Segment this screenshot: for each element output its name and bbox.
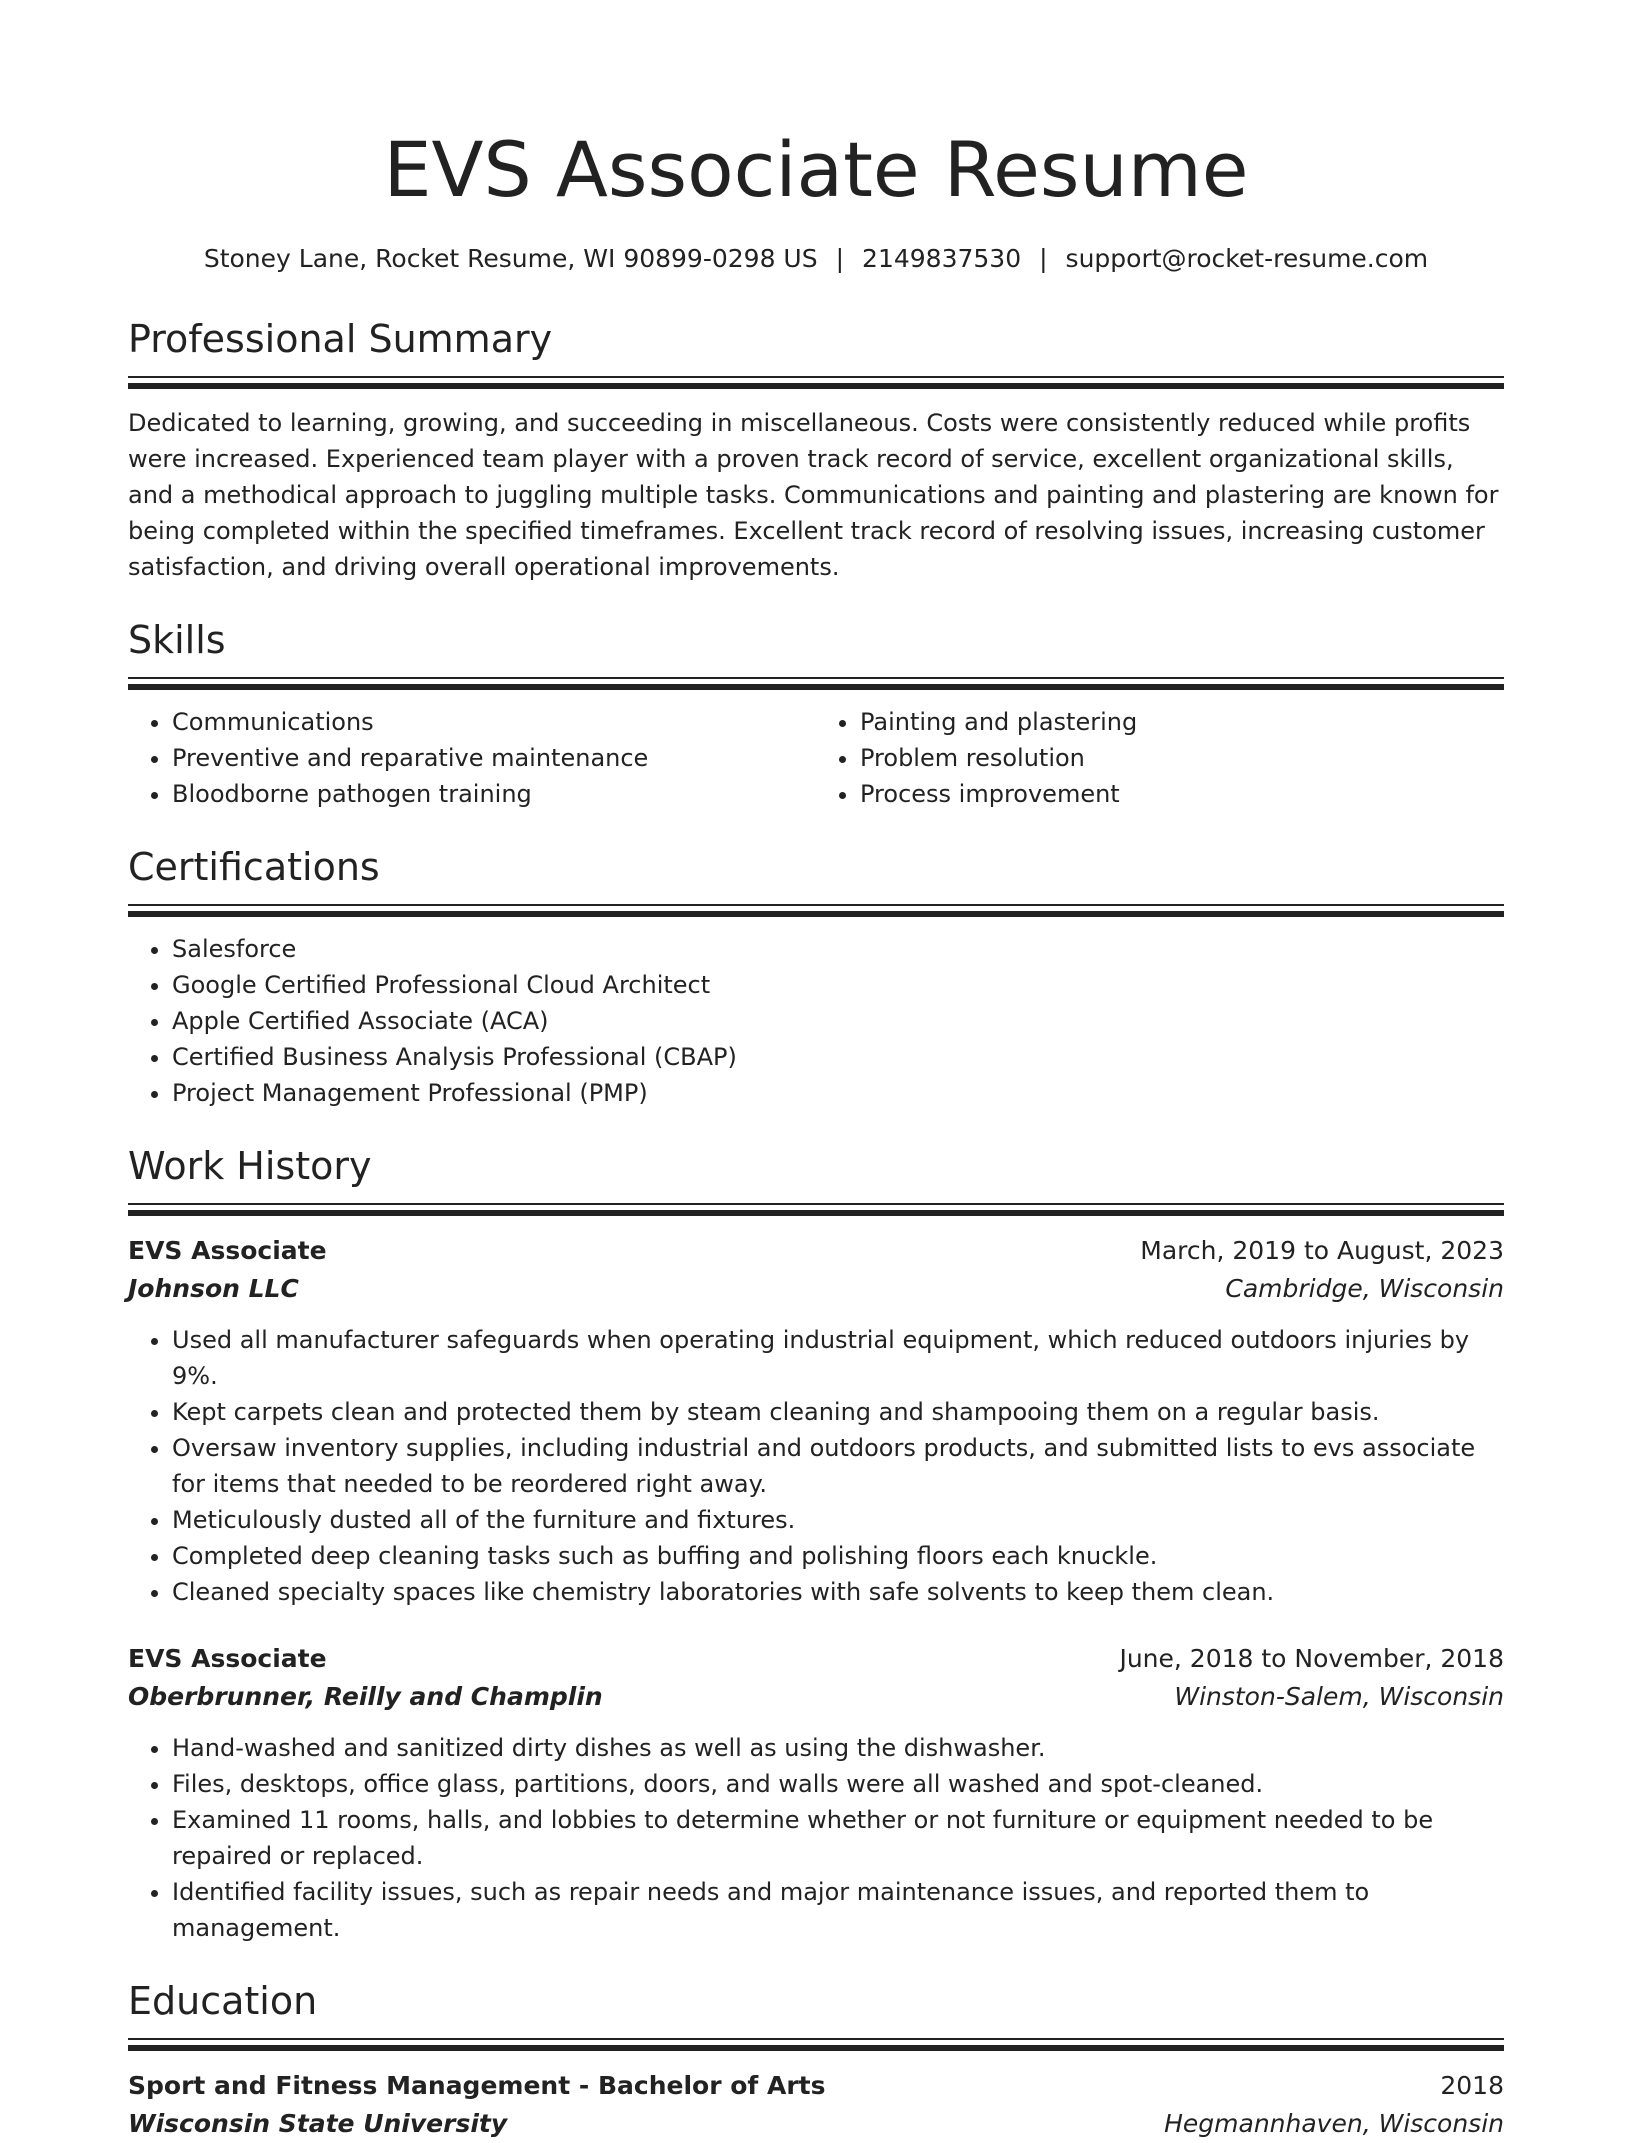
job-duties (128, 1730, 1504, 1946)
job-duty: • Hand-washed and sanitized dirty dishes as well as using the dishwasher. (172, 1730, 1504, 1766)
contact-address: Stoney Lane, Rocket Resume, WI 90899-0298 US (203, 244, 818, 273)
job-location: Cambridge, Wisconsin (1225, 1274, 1504, 1303)
job-entry (128, 1640, 1504, 1946)
job-duty: • Cleaned specialty spaces like chemistry laboratories with safe solvents to keep them clean. (172, 1574, 1504, 1610)
job-title: EVS Associate (128, 1236, 327, 1265)
section-title-skills: Skills (128, 618, 226, 662)
job-duty: • Kept carpets clean and protected them by steam cleaning and shampooing them on a regular basis. (172, 1394, 1504, 1430)
job-duty: • Used all manufacturer safeguards when operating industrial equipment, which reduced outdoors injuries by 9%. (172, 1322, 1504, 1394)
skill-item: • Communications (172, 704, 816, 740)
skill-item: • Painting and plastering (860, 704, 1504, 740)
contact-separator: | (835, 244, 845, 273)
certifications-list (128, 931, 1504, 1111)
job-duty: • Meticulously dusted all of the furniture and fixtures. (172, 1502, 1504, 1538)
skill-item: • Problem resolution (860, 740, 1504, 776)
job-duty: • Completed deep cleaning tasks such as buffing and polishing floors each knuckle. (172, 1538, 1504, 1574)
section-title-certifications: Certifications (128, 845, 380, 889)
job-entry (128, 1232, 1504, 1610)
education-entry (128, 2067, 1504, 2143)
contact-separator: | (1039, 244, 1048, 273)
skills-list-left (128, 704, 816, 812)
education-header (128, 2067, 1504, 2105)
certification-item: • Salesforce (172, 931, 1504, 967)
contact-email: support@rocket-resume.com (1065, 244, 1429, 273)
job-duty: • Oversaw inventory supplies, including industrial and outdoors products, and submitted lists to evs associate for items that needed to be reordered right away. (172, 1430, 1504, 1502)
section-title-work-history: Work History (128, 1144, 372, 1188)
education-location: Hegmannhaven, Wisconsin (1164, 2109, 1504, 2138)
section-divider (128, 376, 1504, 389)
job-title: EVS Associate (128, 1644, 327, 1673)
work-history-section (128, 1141, 1504, 1946)
section-title-summary: Professional Summary (128, 317, 553, 361)
contact-phone: 2149837530 (862, 244, 1022, 273)
job-duties (128, 1322, 1504, 1610)
contact-line (128, 242, 1504, 276)
skill-item: • Preventive and reparative maintenance (172, 740, 816, 776)
skills-list-right (816, 704, 1504, 812)
job-duty: • Files, desktops, office glass, partitions, doors, and walls were all washed and spot-cleaned. (172, 1766, 1504, 1802)
job-dates: March, 2019 to August, 2023 (1140, 1236, 1504, 1265)
job-duty: • Identified facility issues, such as repair needs and major maintenance issues, and reported them to management. (172, 1874, 1504, 1946)
certifications-section (128, 842, 1504, 1111)
education-degree: Sport and Fitness Management - Bachelor of Arts (128, 2071, 826, 2100)
job-company: Johnson LLC (128, 1274, 299, 1303)
section-divider (128, 677, 1504, 690)
job-duty: • Examined 11 rooms, halls, and lobbies to determine whether or not furniture or equipment needed to be repaired or replaced. (172, 1802, 1504, 1874)
education-section (128, 1976, 1504, 2143)
skill-item: • Bloodborne pathogen training (172, 776, 816, 812)
skills-grid (128, 690, 1504, 812)
certification-item: • Apple Certified Associate (ACA) (172, 1003, 1504, 1039)
certification-item: • Certified Business Analysis Professional (CBAP) (172, 1039, 1504, 1075)
job-header (128, 1640, 1504, 1678)
section-divider (128, 2038, 1504, 2051)
skills-section (128, 615, 1504, 812)
section-divider (128, 904, 1504, 917)
job-subheader (128, 1270, 1504, 1308)
resume-title: EVS Associate Resume (383, 125, 1249, 214)
education-school: Wisconsin State University (128, 2109, 508, 2138)
job-company: Oberbrunner, Reilly and Champlin (128, 1682, 603, 1711)
job-location: Winston-Salem, Wisconsin (1174, 1682, 1504, 1711)
certification-item: • Project Management Professional (PMP) (172, 1075, 1504, 1111)
job-dates: June, 2018 to November, 2018 (1119, 1644, 1504, 1673)
skill-item: • Process improvement (860, 776, 1504, 812)
job-subheader (128, 1678, 1504, 1716)
education-year: 2018 (1440, 2071, 1504, 2100)
job-header (128, 1232, 1504, 1270)
education-subheader (128, 2105, 1504, 2143)
section-divider (128, 1203, 1504, 1216)
summary-text: Dedicated to learning, growing, and succeeding in miscellaneous. Costs were consistently reduced while profits were increased. Experienced team player with a proven track record of service, excellent organizational skills, and a methodical approach to juggling multiple tasks. Communications and painting and plastering are known for being completed within the specified timeframes. Excellent track record of resolving issues, increasing customer satisfaction, and driving overall operational improvements. (128, 409, 1499, 581)
certification-item: • Google Certified Professional Cloud Architect (172, 967, 1504, 1003)
section-title-education: Education (128, 1979, 318, 2023)
summary-section (128, 314, 1504, 585)
